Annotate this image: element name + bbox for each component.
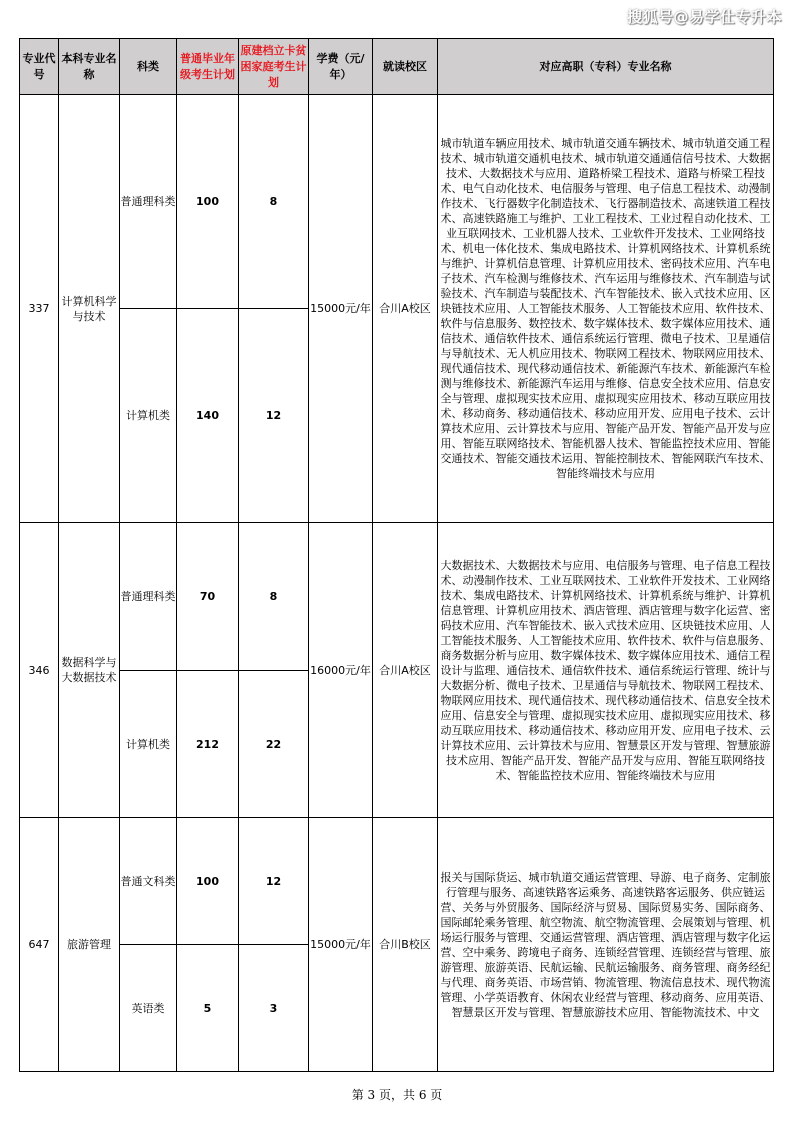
watermark: 搜狐号@易学仕专升本 [626,8,782,26]
tuition-cell: 15000元/年 [309,95,373,523]
major-code: 647 [20,818,59,1072]
plan-poverty-cell: 12 [239,818,309,945]
plan-poverty-cell: 8 [239,523,309,671]
tuition-cell: 15000元/年 [309,818,373,1072]
plan-general-cell: 212 [177,671,239,818]
plan-general-cell: 140 [177,309,239,523]
page-footer: 第 3 页，共 6 页 [351,1088,443,1102]
related-majors-cell: 城市轨道车辆应用技术、城市轨道交通车辆技术、城市轨道交通工程技术、城市轨道交通机电技术、城市轨道交通通信信号技术、大数据技术、大数据技术与应用、道路桥梁工程技术、道路与桥梁工程技术、电气自动化技术、电信服务与管理、电子信息工程技术、动漫制作技术、飞行器数字化制造技术、飞行器制造技术、高速铁道工程技术、高速铁路施工与维护、工业工程技术、工业过程自动化技术、工业互联网技术、工业机器人技术、工业软件开发技术、工业网络技术、机电一体化技术、集成电路技术、计算机网络技术、计算机系统与维护、计算机信息管理、计算机应用技术、密码技术应用、汽车电子技术、汽车检测与维修技术、汽车运用与维修技术、汽车制造与试验技术、汽车制造与装配技术、汽车智能技术、嵌入式技术应用、区块链技术应用、人工智能技术服务、人工智能技术应用、软件技术、软件与信息服务、数控技术、数字媒体技术、数字媒体应用技术、通信技术、通信软件技术、通信系统运行管理、微电子技术、卫星通信与导航技术、无人机应用技术、物联网工程技术、物联网应用技术、现代通信技术、现代移动通信技术、新能源汽车技术、新能源汽车检测与维修技术、新能源汽车运用与维修、信息安全技术应用、信息安全与管理、虚拟现实技术应用、虚拟现实应用技术、移动互联应用技术、移动商务、移动通信技术、移动应用开发、应用电子技术、云计算技术应用、云计算技术与应用、智能产品开发、智能产品开发与应用、智能互联网络技术、智能机器人技术、智能监控技术应用、智能交通技术、智能交通技术运用、智能控制技术、智能网联汽车技术、智能终端技术与应用 [438,95,774,523]
category-cell: 普通理科类 [120,523,177,671]
plan-general-cell: 5 [177,945,239,1072]
header-plan-poverty: 原建档立卡贫困家庭考生计划 [239,39,309,95]
plan-general-cell: 100 [177,818,239,945]
major-code: 337 [20,95,59,523]
category-cell: 普通理科类 [120,95,177,309]
tuition-cell: 16000元/年 [309,523,373,818]
related-majors-cell: 大数据技术、大数据技术与应用、电信服务与管理、电子信息工程技术、动漫制作技术、工业互联网技术、工业软件开发技术、工业网络技术、集成电路技术、计算机网络技术、计算机系统与维护、计算机信息管理、计算机应用技术、酒店管理、酒店管理与数字化运营、密码技术应用、汽车智能技术、嵌入式技术应用、区块链技术应用、人工智能技术服务、人工智能技术应用、软件技术、软件与信息服务、商务数据分析与应用、数字媒体技术、数字媒体应用技术、通信工程设计与监理、通信技术、通信软件技术、通信系统运行管理、统计与大数据分析、微电子技术、卫星通信与导航技术、物联网工程技术、物联网应用技术、现代通信技术、现代移动通信技术、信息安全技术应用、信息安全与管理、虚拟现实技术应用、虚拟现实应用技术、移动互联应用技术、移动通信技术、移动应用开发、应用电子技术、云计算技术应用、云计算技术与应用、智慧景区开发与管理、智慧旅游技术应用、智能产品开发、智能产品开发与应用、智能互联网络技术、智能监控技术应用、智能终端技术与应用 [438,523,774,818]
enrollment-plan-table [19,38,774,1072]
major-name: 旅游管理 [59,818,120,1072]
header-plan-general: 普通毕业年级考生计划 [177,39,239,95]
table-row [20,95,774,309]
plan-general-cell: 70 [177,523,239,671]
campus-cell: 合川A校区 [373,95,438,523]
header-major: 本科专业名称 [59,39,120,95]
header-code: 专业代号 [20,39,59,95]
header-related: 对应高职（专科）专业名称 [438,39,774,95]
major-name: 计算机科学与技术 [59,95,120,523]
campus-cell: 合川B校区 [373,818,438,1072]
category-cell: 普通文科类 [120,818,177,945]
table-row [20,818,774,945]
major-code: 346 [20,523,59,818]
category-cell: 英语类 [120,945,177,1072]
header-campus: 就读校区 [373,39,438,95]
table-row [20,523,774,671]
plan-poverty-cell: 22 [239,671,309,818]
major-name: 数据科学与大数据技术 [59,523,120,818]
table-header-row [20,39,774,95]
plan-poverty-cell: 3 [239,945,309,1072]
category-cell: 计算机类 [120,671,177,818]
campus-cell: 合川A校区 [373,523,438,818]
category-cell: 计算机类 [120,309,177,523]
related-majors-cell: 报关与国际货运、城市轨道交通运营管理、导游、电子商务、定制旅行管理与服务、高速铁路客运乘务、高速铁路客运服务、供应链运营、关务与外贸服务、国际经济与贸易、国际贸易实务、国际商务、国际邮轮乘务管理、航空物流、航空物流管理、会展策划与管理、机场运行服务与管理、交通运营管理、酒店管理、酒店管理与数字化运营、空中乘务、跨境电子商务、连锁经营管理、连锁经营与管理、旅游管理、旅游英语、民航运输、民航运输服务、商务管理、商务经纪与代理、商务英语、市场营销、物流管理、物流信息技术、现代物流管理、小学英语教育、休闲农业经营与管理、移动商务、应用英语、智慧景区开发与管理、智慧旅游技术应用、智能物流技术、中文 [438,818,774,1072]
header-tuition: 学费（元/年） [309,39,373,95]
plan-poverty-cell: 12 [239,309,309,523]
plan-general-cell: 100 [177,95,239,309]
plan-poverty-cell: 8 [239,95,309,309]
header-category: 科类 [120,39,177,95]
